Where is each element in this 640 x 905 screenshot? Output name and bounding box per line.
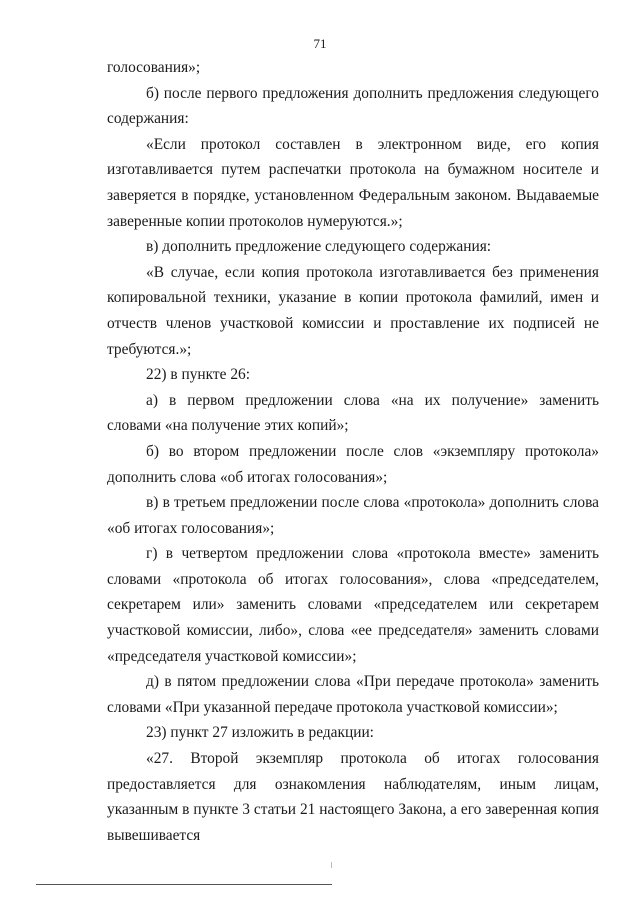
paragraph-item-22: 22) в пункте 26: bbox=[146, 366, 250, 384]
paragraph-continuation: голосования»; bbox=[107, 59, 201, 76]
paragraph: д) в пятом предложении слова «При передаче протокола» заменить словами «При указанной передаче протокола участковой комиссии»; bbox=[107, 673, 599, 716]
paragraph-quote: «Если протокол составлен в электронном виде, его копия изготавливается путем распечатки протокола на бумажном носителе и заверяется в порядке, установленном Федеральным законом. Выдаваемые заверенные копии протоколов нумеруются.»; bbox=[107, 135, 599, 230]
paragraph-quote-cut: «27. Второй экземпляр протокола об итогах голосования предоставляется для ознакомления наблюдателям, иным лицам, указанным в пункте 3 статьи 21 настоящего Закона, а его заверенная копия вывешивается bbox=[107, 750, 599, 844]
document-body bbox=[107, 55, 599, 848]
paragraph: в) в третьем предложении после слова «протокола» дополнить слова «об итогах голосования»; bbox=[107, 494, 599, 537]
paragraph: б) во втором предложении после слов «экземпляру протокола» дополнить слова «об итогах голосования»; bbox=[107, 442, 599, 486]
page-number: 71 bbox=[313, 36, 327, 51]
paragraph-quote: «В случае, если копия протокола изготавливается без применения копировальной техники, указание в копии протокола фамилий, имен и отчеств членов участковой комиссии и проставление их подписей не требуются.»; bbox=[107, 263, 599, 358]
paragraph: а) в первом предложении слова «на их получение» заменить словами «на получение этих копий»; bbox=[107, 391, 599, 435]
paragraph: г) в четвертом предложении слова «протокола вместе» заменить словами «протокола об итогах голосования», слова «председателем, секретарем или» заменить словами «председателем или секретарем участковой комиссии, либо», слова «ее председателя» заменить словами «председателя участковой комиссии»; bbox=[107, 545, 599, 665]
scan-mark bbox=[331, 862, 332, 868]
paragraph: б) после первого предложения дополнить предложения следующего содержания: bbox=[107, 84, 599, 128]
footer-rule bbox=[36, 884, 332, 885]
paragraph-item-23: 23) пункт 27 изложить в редакции: bbox=[146, 724, 374, 742]
paragraph: в) дополнить предложение следующего содержания: bbox=[146, 238, 492, 256]
